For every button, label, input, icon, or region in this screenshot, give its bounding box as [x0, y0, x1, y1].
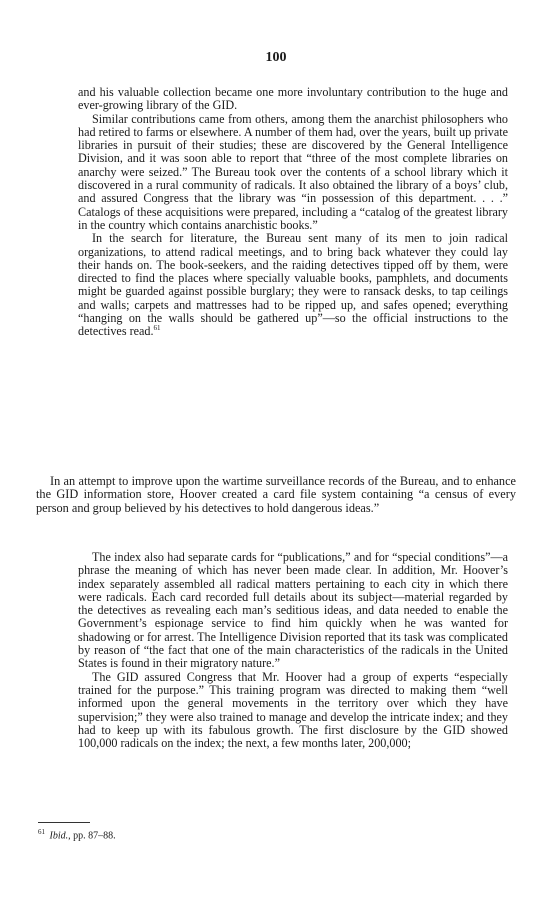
quote-paragraph: Similar contributions came from others, among them the anarchist philosophers who had retired to farms or elsewhere. A number of them had, over the years, built up private libraries in pursuit of their studies; these are discovered by the General Intelligence Division, and it was soon able to report that “three of the most complete libraries on anarchy were seized.” The Bureau took over the contents of a school library which it discovered in a rural community of radicals. It also obtained the library of a boys’ club, and assured Congress that the library was “in possession of this department. . . .” Catalogs of these acquisitions were prepared, including a “catalog of the greatest library in the country which contains anarchistic books.”: [78, 111, 508, 232]
quote-paragraph-text: In the search for literature, the Bureau sent many of its men to join radical organizations, to attend radical meetings, and to bring back whatever they could lay their hands on. The book-seekers, and the raiding detectives tipped off by them, were directed to find the places where specially valuable books, pamphlets, and documents might be guarded against possible burglary; they were to ransack desks, to tap ceilings and walls; carpets and mattresses had to be ripped up, and safes opened; everything “hanging on the walls should be gathered up”—so the official instructions to the detectives read.: [78, 231, 508, 339]
footnote-divider: [38, 822, 90, 823]
footnote-source: Ibid.,: [49, 830, 71, 842]
block-quote-index: [78, 551, 508, 750]
block-quote-library: [78, 86, 508, 339]
quote-paragraph: The index also had separate cards for “publications,” and for “special conditions”—a phrase the meaning of which has never been made clear. In addition, Mr. Hoover’s index separately assembled all radical matters pertaining to each city in which there were radicals. Each card recorded full details about its subject—material regarded by the detectives as revealing each man’s seditious ideas, and data needed to enable the Government’s espionage service to find him quickly when he was wanted for shadowing or for arrest. The Intelligence Division reported that its task was complicated by reason of “the fact that one of the main characteristics of the radicals in the United States is found in their migratory nature.”: [78, 550, 508, 671]
footnote-number: 61: [38, 828, 45, 836]
quote-paragraph: and his valuable collection became one more involuntary contribution to the huge and ever-growing library of the GID.: [78, 85, 508, 113]
quote-paragraph: The GID assured Congress that Mr. Hoover had a group of experts “especially trained for the purpose.” This training program was directed to making them “well informed upon the general movements in the territory over which they have supervision;” they were also trained to manage and develop the intricate index; and they had to keep up with its fabulous growth. The first disclosure by the GID showed 100,000 radicals on the index; the next, a few months later, 200,000;: [78, 669, 508, 751]
footnote-pages: pp. 87–88.: [73, 830, 116, 842]
page-number: 100: [265, 50, 287, 65]
footnote-reference: 61: [153, 324, 161, 333]
body-paragraph: In an attempt to improve upon the wartime surveillance records of the Bureau, and to enhance the GID information store, Hoover created a card file system containing “a census of every person and group believed by his detectives to hold dangerous ideas.”: [36, 474, 516, 515]
footnote: [38, 826, 498, 842]
quote-paragraph: [78, 232, 508, 338]
